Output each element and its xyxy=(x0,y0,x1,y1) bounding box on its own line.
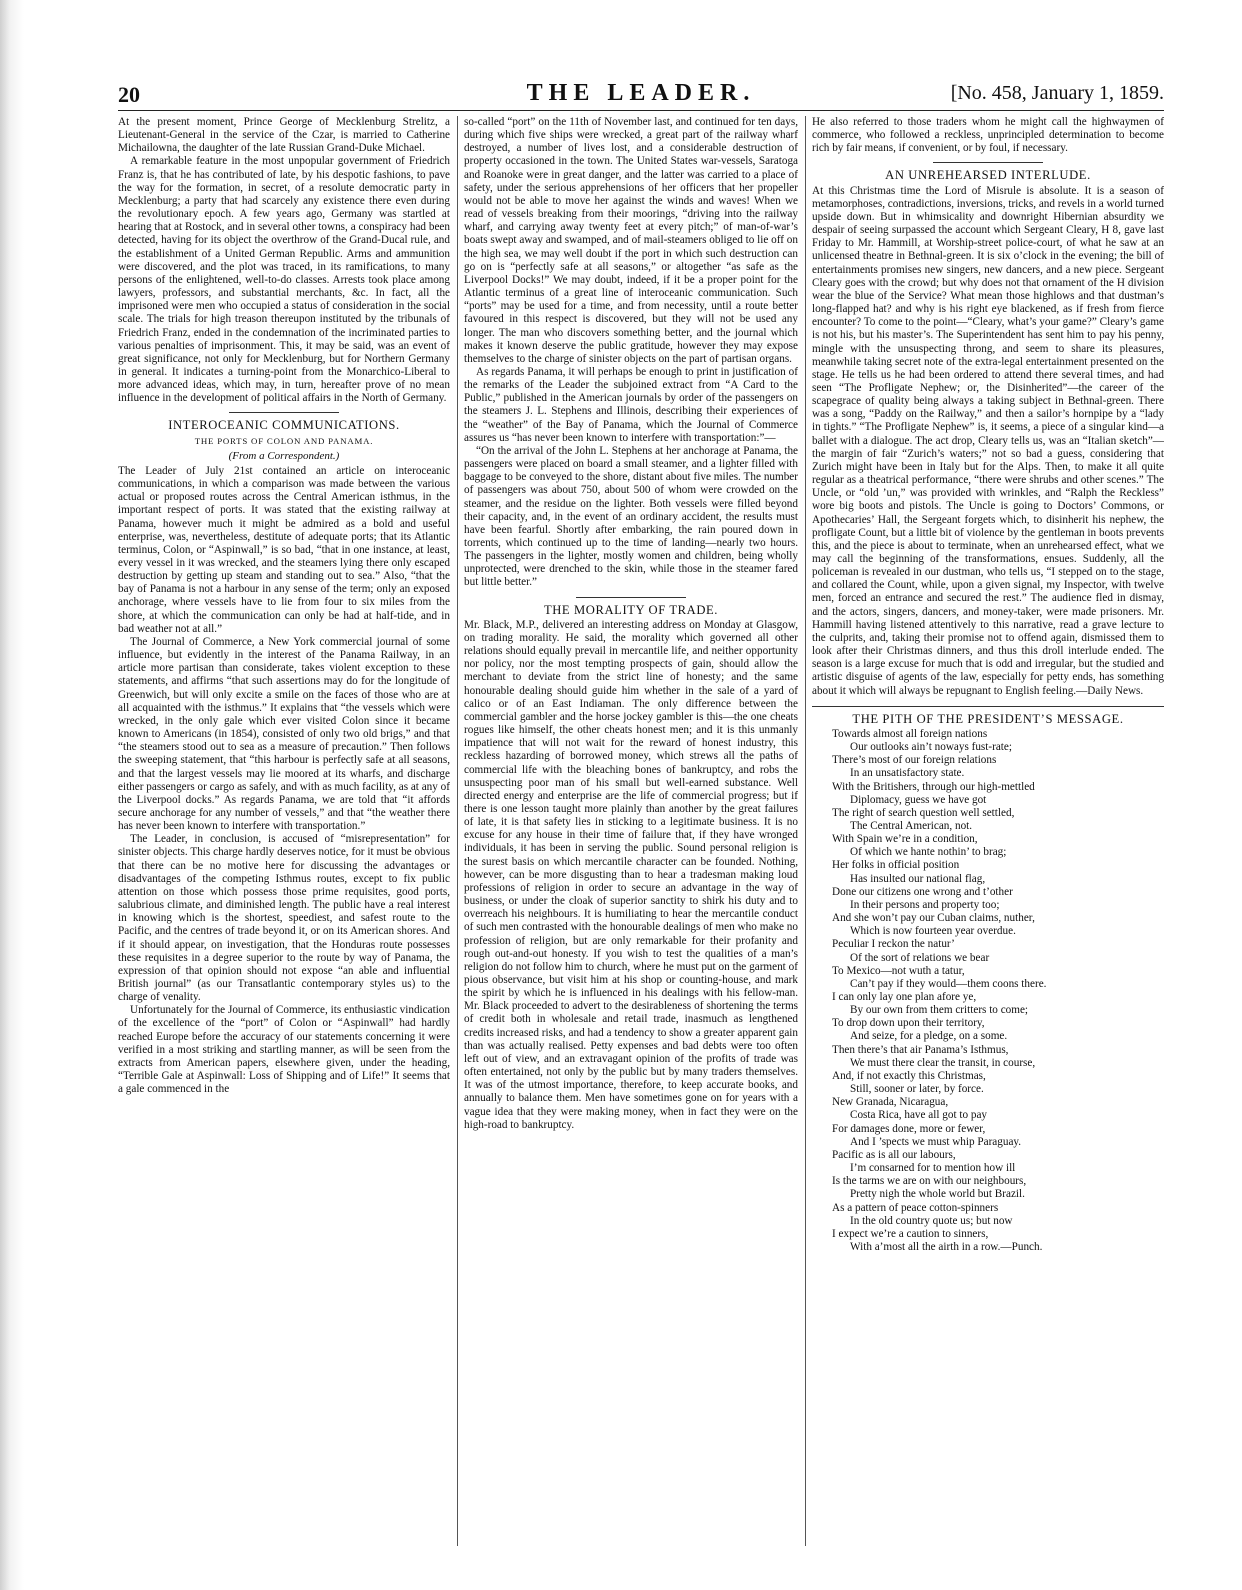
article-paragraph: “On the arrival of the John L. Stephens at her anchorage at Panama, the passengers were placed on board a small steamer, and a lighter filled with baggage to be conveyed to the shore, distant about five miles. The number of passengers was about 750, about 500 of whom were crowded on the steamer, and the residue on the lighter. Both vessels were filled beyond their capacity, and, in the event of an ordinary accident, the results must have been fearful. Shortly after embarking, the rain poured down in torrents, which continued up to the time of landing—nearly two hours. The passengers in the lighter, mostly women and children, being wholly unprotected, were drenched to the skin, while those in the steamer fared but little better.” xyxy=(464,444,798,589)
poem-line: In an unsatisfactory state. xyxy=(850,767,965,780)
section-title: INTEROCEANIC COMMUNICATIONS. xyxy=(168,418,400,433)
article-paragraph: The Leader, in conclusion, is accused of “misrepresentation” for sinister objects. This charge hardly deserves notice, for it must be obvious that there can be no motive here for discussing the advantages or disadvantages of the competing Isthmus routes, except to fix public attention on those which possess those prime requisites, good ports, salubrious climate, and diminished length. The public have a real interest in knowing which is the shortest, speediest, and safest route to the Pacific, and the centres of trade beyond it, or on its American shores. And if it should appear, on investigation, that the Honduras route possesses these requisites in a degree superior to the route by way of Panama, the expression of that opinion should not expose “an able and influential British journal” (as our Transatlantic contemporary styles us) to the charge of venality. xyxy=(118,833,450,1004)
article-paragraph: He also referred to those traders whom he might call the highwaymen of commerce, who followed a reckless, unprincipled determination to become rich by fair means, if convenient, or by foul, if necessary. xyxy=(812,116,1164,155)
poem-line: Of which we hante nothin’ to brag; xyxy=(850,846,1007,859)
poem-line: Of the sort of relations we bear xyxy=(850,951,990,964)
section-title: THE MORALITY OF TRADE. xyxy=(543,602,719,617)
column-1 xyxy=(118,116,450,1556)
poem-line: To Mexico—not wuth a tatur, xyxy=(832,964,965,977)
article-paragraph: As regards Panama, it will perhaps be enough to print in justification of the remarks of the Leader the subjoined extract from “A Card to the Public,” published in the American journals by order of the passengers on the steamers J. L. Stephens and Illinois, describing their experiences of the “weather” of the Bay of Panama, which the Journal of Commerce assures us “has never been known to interfere with transportation:”— xyxy=(464,365,798,444)
poem-line: Then there’s that air Panama’s Isthmus, xyxy=(832,1043,1009,1056)
poem-line: And she won’t pay our Cuban claims, nuther, xyxy=(832,912,1035,925)
section-divider xyxy=(812,706,1164,707)
poem-title: THE PITH OF THE PRESIDENT’S MESSAGE. xyxy=(852,711,1124,726)
poem-line: I can only lay one plan afore ye, xyxy=(832,991,977,1003)
poem-line: In the old country quote us; but now xyxy=(850,1214,1013,1227)
issue-line: [No. 458, January 1, 1859. xyxy=(950,82,1164,104)
page-number: 20 xyxy=(118,82,140,107)
poem-line: Still, sooner or later, by force. xyxy=(850,1083,984,1096)
poem-line: Is the tarms we are on with our neighbours, xyxy=(832,1175,1027,1188)
poem-line: Towards almost all foreign nations xyxy=(832,727,988,740)
column-rule-2 xyxy=(805,116,806,1546)
poem-line: The right of search question well settled, xyxy=(832,806,1015,819)
article-paragraph: A remarkable feature in the most unpopular government of Friedrich Franz is, that he has contributed of late, by his despotic fashions, to pave the way for the formation, in secret, of a resolute democratic party in Mecklenburg; a party that had scarcely any existence there even during the revolutionary epoch. A few years ago, Germany was startled at hearing that at Rostock, and in several other towns, a conspiracy had been detected, having for its object the overthrow of the Grand-Ducal rule, and the establishment of a United German Republic. Arms and ammunition were discovered, and the plot was traced, in its ramifications, to many persons of the enlightened, well-to-do classes. Arrests took place among lawyers, professors, and substantial merchants, &c. In fact, all the imprisoned were men who occupied a status of consideration in the social scale. The trials for high treason thereupon instituted by the tribunals of Friedrich Franz, ended in the condemnation of the incriminated parties to various penalties of imprisonment. This, it may be said, was an event of great significance, not only for Mecklenburg, but for Northern Germany in general. It indicates a turning-point from the Monarchico-Liberal to more advanced ideas, which may, in turn, hereafter prove of no mean influence in the development of political affairs in the North of Germany. xyxy=(118,155,450,405)
section-divider xyxy=(229,412,339,413)
byline: (From a Correspondent.) xyxy=(228,449,340,462)
poem-line: Peculiar I reckon the natur’ xyxy=(832,938,955,951)
poem-line: As a pattern of peace cotton-spinners xyxy=(832,1201,999,1214)
column-2 xyxy=(464,116,798,1556)
article-paragraph: Unfortunately for the Journal of Commerce, its enthusiastic vindication of the excellence of the “port” of Colon or “Aspinwall” had hardly reached Europe before the accuracy of our statements concerning it were verified in a most striking and startling manner, as will be seen from the extracts from American papers, elsewhere given, under the heading, “Terrible Gale at Aspinwall: Loss of Shipping and of Life!” It seems that a gale commenced in the xyxy=(118,1004,450,1096)
poem-line: And seize, for a pledge, on a some. xyxy=(850,1030,1008,1043)
poem-line: By our own from them critters to come; xyxy=(850,1004,1029,1017)
poem-line: For damages done, more or fewer, xyxy=(832,1122,986,1135)
article-paragraph: Mr. Black, M.P., delivered an interesting address on Monday at Glasgow, on trading morality. He said, the morality which governed all other relations should equally prevail in mercantile life, and neither opportunity nor policy, nor the most tempting prospects of gain, should allow the merchant to deviate from the strict line of honesty; and the same honourable dealing should guide him whether in the sale of a yard of calico or of an East Indiaman. The only difference between the commercial gambler and the horse jockey gambler is this—the one cheats rogues like himself, the other cheats honest men; and it is this unmanly impatience that will not wait for the reward of honest industry, this reckless hazarding of borrowed money, which strews all the paths of commercial life with the bleaching bones of bankruptcy, and robs the unsuspecting poor man of his small but well-earned substance. Well directed energy and enterprise are the life of commercial progress; but if there is one lesson taught more plainly than another by the great failures of late, it is that safety lies in sticking to a legitimate business. It is no excuse for any house in their time of failure that, if they have wronged individuals, it has been in serving the public. Sound personal religion is the surest basis on which mercantile character can be founded. Nothing, however, can be more disgusting than to hear a tradesman making loud professions of religion in order to secure an advantage in the way of business, or under the cloak of superior sanctity to shirk his duty and to overreach his neighbours. It is humiliating to hear the mercantile conduct of such men contrasted with the honourable dealings of men who make no profession of religion, but are only remarkable for their profanity and rough out-and-out honesty. If you wish to test the qualities of a man’s religion do not follow him to church, where he must put on the garment of pious observance, but visit him at his shop or counting-house, and mark the spirit by which he is influenced in his dealings with his fellow-man. Mr. Black proceeded to advert to the desirableness of shortening the terms of credit both in wholesale and retail trade, inasmuch as lengthened credits increased risks, and had a tendency to show a greater apparent gain than was actually realised. Petty expenses and bad debts were too often left out of view, and an extravagant opinion of the profits of trade was often entertained, not only by the public but by many traders themselves. It was of the utmost importance, therefore, to keep accurate books, and annually to balance them. Men have sometimes gone on for years with a vague idea that they were making money, when in fact they were on the high-road to bankruptcy. xyxy=(464,618,798,1131)
poem-line: Costa Rica, have all got to pay xyxy=(850,1109,988,1122)
article-paragraph: so-called “port” on the 11th of November last, and continued for ten days, during which five ships were wrecked, a great part of the railway wharf destroyed, a number of lives lost, and a considerable destruction of property occasioned in the town. The United States war-vessels, Saratoga and Roanoke were in great danger, and the latter was carried to a place of safety, under the serious apprehensions of her officers that her propeller would not be able to move her against the winds and waves! When we read of vessels breaking from their moorings, “driving into the railway wharf, and carrying away twenty feet at every pitch;” of man-of-war’s boats swept away and swamped, and of mail-steamers obliged to lie off on the high sea, we may well doubt if the port in which such destruction can go on is “perfectly safe at all seasons,” or altogether “as safe as the Liverpool Docks!” We may doubt, indeed, if it be a proper point for the Atlantic terminus of a great line of interoceanic communication. Such “ports” may be used for a time, and from necessity, until a route better favoured in this respect is discovered, but they will not be used any longer. The man who discovers something better, and the journal which makes it known deserve the public gratitude, however they may expose themselves to the charge of sinister objects on the part of partisan organs. xyxy=(464,116,798,365)
poem-line: And I ’spects we must whip Paraguay. xyxy=(850,1135,1022,1148)
section-divider xyxy=(576,597,686,598)
article-paragraph: At this Christmas time the Lord of Misrule is absolute. It is a season of metamorphoses, contradictions, inversions, tricks, and revels in a world turned upside down. But in whimsicality and downright Hibernian absurdity we despair of seeing surpassed the account which Sergeant Cleary, H 8, gave last Friday to Mr. Hammill, at Worship-street police-court, of what he saw at an unlicensed theatre in Bethnal-green. It is six o’clock in the evening; the bill of entertainments promises new singers, new dancers, and a new piece. Sergeant Cleary goes with the crowd; but why does not that ornament of the H division wear the blue of the Service? What mean those highlows and that dustman’s long-flapped hat? and why is his right eye blackened, as if fresh from fierce encounter? To come to the point—“Cleary, what’s your game?” Cleary’s game is not his, but his master’s. The Superintendent has sent him to pay his penny, mingle with the unsuspecting throng, and seem to share its pleasures, meanwhile taking secret note of the extra-legal entertainment presented on the stage. He tells us he had been ordered to attend there several times, and had seen “The Profligate Nephew; or, the Disinherited”—the career of the scapegrace of quality being always a taking subject in Bethnal-green. There was a song, “Paddy on the Railway,” and then a sailor’s hornpipe by a “lady in tights.” “The Profligate Nephew” is, it seems, a piece of a singular kind—a ballet with a dialogue. The act drop, Cleary tells us, was an “Italian sketch”—the margin of fair “Zurich’s waters;” not so bad a guess, considering that Zurich might have been in Italy but for the Alps. Then, to make it all quite regular as a theatrical performance, “there were shrubs and other scenes.” The Uncle, or “old ’un,” was provided with wrinkles, and “Ralph the Reckless” wore big boots and pistols. The Uncle is going to Doctors’ Commons, or Apothecaries’ Hall, the Sergeant forgets which, to disinherit his nephew, the profligate Count, but a little bit of violence by the gentleman in boots prevents this, and the piece is about to terminate, when an unrehearsed effect, what we may call the beginning of the transformations, ensues. Suddenly, all the policeman is revealed in our dustman, who tells us, “I stepped on to the stage, and collared the Count, while, upon a given signal, my Inspector, with twelve men, forced an entrance and secured the rest.” The audience fled in dismay, and the actors, singers, dancers, and money-taker, were made prisoners. Mr. Hammill having listened attentively to this narrative, read a grave lecture to the culprits, and, taking their promise not to offend again, dismissed them to look after their Christmas dinners, and thus this droll interlude ended. The season is a large excuse for much that is odd and irregular, but the studied and artistic disguise of agents of the law, especially for petty ends, has something about it which will always be repugnant to English feeling.—Daily News. xyxy=(812,184,1164,697)
poem-line: In their persons and property too; xyxy=(850,898,1000,911)
masthead: THE LEADER. xyxy=(526,80,756,106)
poem-line: New Granada, Nicaragua, xyxy=(832,1096,949,1109)
column-3 xyxy=(812,116,1164,1556)
poem-line: Pretty nigh the whole world but Brazil. xyxy=(850,1188,1025,1201)
poem-line: Has insulted our national flag, xyxy=(850,872,986,885)
poem-line: Pacific as is all our labours, xyxy=(832,1148,956,1161)
poem-line: We must there clear the transit, in course, xyxy=(850,1056,1036,1069)
poem-line: To drop down upon their territory, xyxy=(832,1017,985,1030)
article-paragraph: The Journal of Commerce, a New York commercial journal of some influence, but evidently in the interest of the Panama Railway, in an article more partisan than considerate, takes violent exception to these statements, and affirms “that such assertions may do for the longitude of Greenwich, but will only excite a smile on the faces of those who are at all acquainted with the isthmus.” It explains that “the vessels which were wrecked, in the only gale which ever visited Colon since it became known to Americans (in 1854), consisted of only two old brigs,” and that “the steamers stood out to sea as a measure of precaution.” Then follows the sweeping statement, that “this harbour is perfectly safe at all seasons, and that the largest vessels may lie moored at its wharfs, and discharge either passengers or cargo as safely, and with as much facility, as at any of the Liverpool docks.” As regards Panama, we are told that “it affords secure anchorage for any number of vessels,” and that “the weather there has never been known to interfere with transportation.” xyxy=(118,635,450,833)
section-subtitle: THE PORTS OF COLON AND PANAMA. xyxy=(194,435,374,446)
section-divider xyxy=(933,162,1043,163)
poem-line: There’s most of our foreign relations xyxy=(832,754,997,767)
poem-line: The Central American, not. xyxy=(850,819,973,832)
section-title: AN UNREHEARSED INTERLUDE. xyxy=(885,168,1091,183)
poem-line: Which is now fourteen year overdue. xyxy=(850,925,1016,938)
poem-line: And, if not exactly this Christmas, xyxy=(832,1069,986,1082)
poem-line: Can’t pay if they would—them coons there. xyxy=(850,977,1047,990)
binding-edge xyxy=(0,0,46,1590)
poem xyxy=(832,728,1164,1254)
article-paragraph: The Leader of July 21st contained an article on interoceanic communications, in which a comparison was made between the various actual or proposed routes across the Central American isthmus, in the important respect of ports. It was stated that the existing railway at Panama, however much it might be admired as a bold and useful enterprise, was, nevertheless, destitute of adequate ports; that its Atlantic terminus, Colon, or “Aspinwall,” is so bad, “that in one instance, at least, every vessel in it was wrecked, and the steamers lying there only escaped destruction by getting up steam and standing out to sea.” Also, “that the bay of Panama is not a harbour in any sense of the term; only an exposed anchorage, where vessels have to lie from four to six miles from the shore, at which the communication can only be had at half-tide, and in bad weather not at all.” xyxy=(118,464,450,635)
poem-line: With the Britishers, through our high-mettled xyxy=(832,780,1035,793)
poem-line: I’m consarned for to mention how ill xyxy=(850,1162,1016,1175)
poem-line: Done our citizens one wrong and t’other xyxy=(832,885,1013,898)
poem-line: Our outlooks ain’t noways fust-rate; xyxy=(850,741,1012,754)
poem-line: I expect we’re a caution to sinners, xyxy=(832,1227,989,1240)
poem-line: Diplomacy, guess we have got xyxy=(850,793,987,806)
column-rule-1 xyxy=(457,116,458,1546)
poem-line: With a’most all the airth in a row.—Punch. xyxy=(850,1240,1043,1253)
page-header xyxy=(118,80,1164,111)
poem-line: Her folks in official position xyxy=(832,859,960,872)
poem-line: With Spain we’re in a condition, xyxy=(832,833,978,846)
article-paragraph: At the present moment, Prince George of Mecklenburg Strelitz, a Lieutenant-General in the service of the Czar, is married to Catherine Michailowna, the daughter of the late Russian Grand-Duke Michael. xyxy=(118,116,450,155)
